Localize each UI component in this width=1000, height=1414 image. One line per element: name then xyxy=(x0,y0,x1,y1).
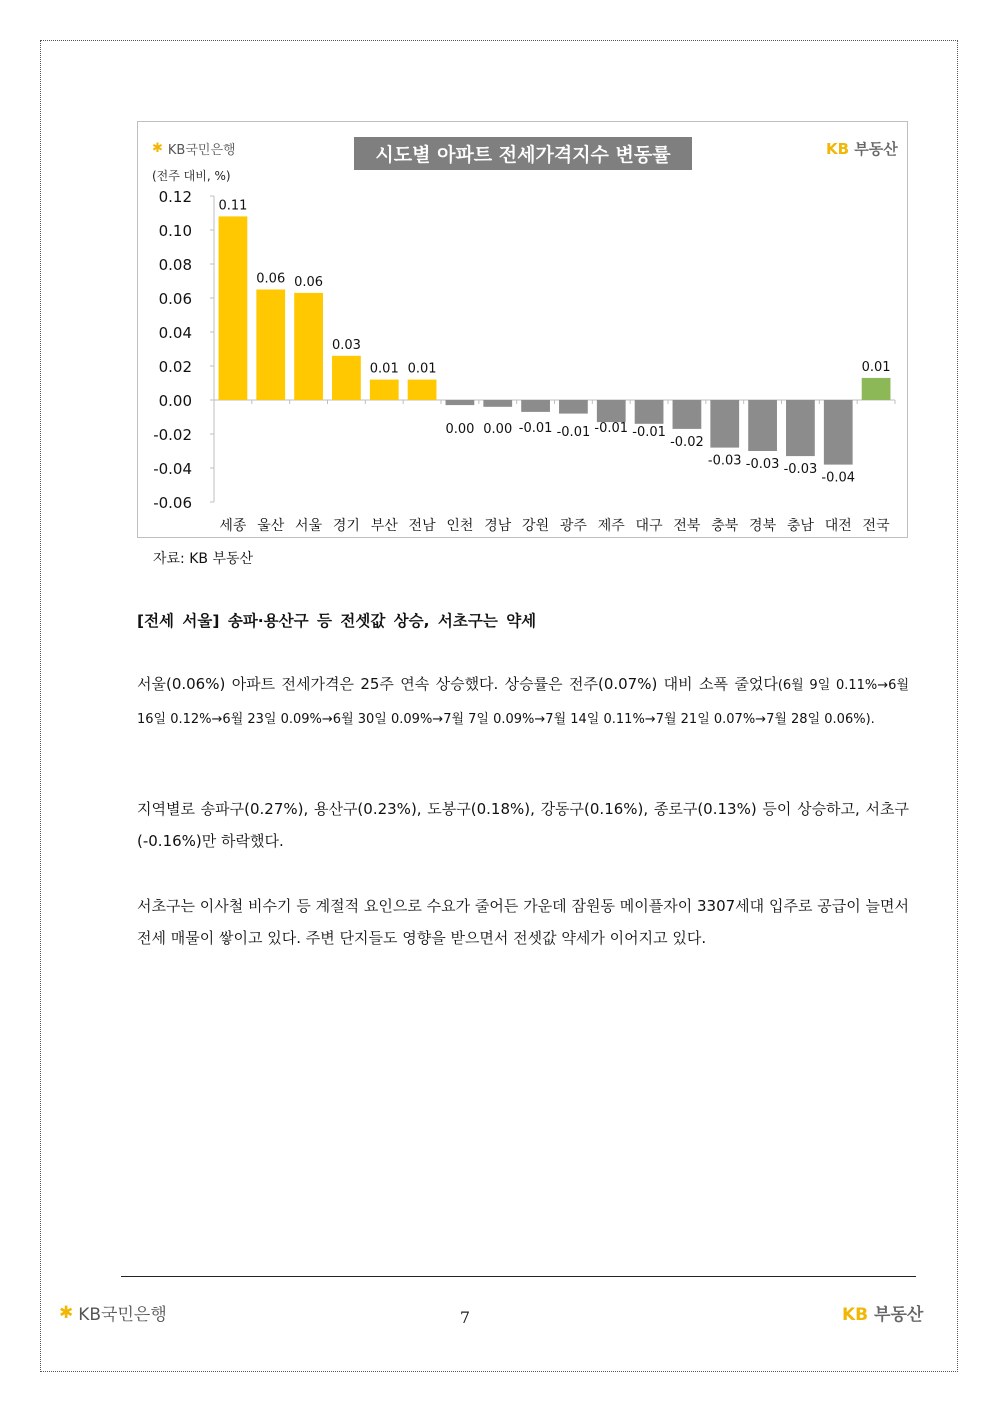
brand-kb-mark: KB xyxy=(842,1305,869,1325)
footer-brand-logo-text xyxy=(842,1305,923,1325)
bar xyxy=(748,400,777,451)
data-label: -0.03 xyxy=(745,457,780,472)
data-label: -0.01 xyxy=(632,425,666,440)
y-tick-label: -0.06 xyxy=(153,494,192,512)
source-note: 자료: KB 부동산 xyxy=(153,551,254,567)
paragraph-2: 지역별로 송파구(0.27%), 용산구(0.23%), 도봉구(0.18%), 강동구(0.16%), 종로구(0.13%) 등이 상승하고, 서초구(-0.16%)만 하락했다. xyxy=(137,800,909,850)
y-tick-label: 0.00 xyxy=(158,392,192,410)
chart-box xyxy=(137,121,908,538)
bar xyxy=(370,380,399,400)
bar xyxy=(483,400,512,407)
category-label: 울산 xyxy=(257,518,285,534)
bar xyxy=(559,400,588,414)
y-tick-label: 0.12 xyxy=(158,188,192,206)
bar xyxy=(408,380,437,400)
bar xyxy=(635,400,664,424)
bar xyxy=(710,400,739,448)
brand-text: 부동산 xyxy=(849,140,898,158)
bar xyxy=(673,400,702,429)
data-label: 0.03 xyxy=(331,337,361,353)
bar xyxy=(446,400,475,405)
category-label: 부산 xyxy=(370,518,398,534)
brand-text: 부동산 xyxy=(868,1305,924,1325)
bar-chart xyxy=(138,122,909,539)
bar xyxy=(786,400,815,456)
data-label: -0.03 xyxy=(707,453,742,469)
data-label: 0.01 xyxy=(407,361,437,377)
category-label: 세종 xyxy=(219,518,247,534)
category-label: 강원 xyxy=(522,518,550,534)
data-label: -0.03 xyxy=(783,462,818,478)
category-label: 전북 xyxy=(673,518,701,534)
kb-star-icon: ✱ xyxy=(59,1302,74,1323)
data-label: 0.01 xyxy=(369,361,399,377)
category-label: 충북 xyxy=(711,518,739,534)
bar xyxy=(824,400,853,465)
paragraph-3: 서초구는 이사철 비수기 등 계절적 요인으로 수요가 줄어든 가운데 잠원동 메이플자이 3307세대 입주로 공급이 늘면서 전세 매물이 쌓이고 있다. 주변 단지들도 영향을 받으면서 전셋값 약세가 이어지고 있다. xyxy=(137,897,909,947)
category-label: 대구 xyxy=(635,518,663,534)
category-label: 광주 xyxy=(559,518,587,534)
category-label: 전남 xyxy=(408,518,436,534)
category-label: 전국 xyxy=(862,518,890,534)
y-tick-label: 0.04 xyxy=(158,324,192,342)
data-label: -0.01 xyxy=(556,425,591,440)
footer-bank-logo xyxy=(59,1300,167,1325)
y-tick-label: 0.02 xyxy=(158,358,192,376)
footer-bank-logo-text: KB국민은행 xyxy=(78,1305,167,1325)
y-tick-label: 0.10 xyxy=(158,222,192,240)
bar xyxy=(256,290,285,401)
data-label: -0.01 xyxy=(594,421,629,436)
data-label: 0.06 xyxy=(294,274,324,290)
section-heading: [전세 서울] 송파·용산구 등 전셋값 상승, 서초구는 약세 xyxy=(137,612,537,630)
data-label: 0.01 xyxy=(861,359,891,375)
brand-kb-mark: KB xyxy=(826,140,850,158)
paragraph-1-detail: (6월 9일 0.11%→6월 16일 0.12%→6월 23일 0.09%→6월 30일 0.09%→7월 7일 0.09%→7월 14일 0.11%→7월 21일 0.07%→7월 28일 0.06%). xyxy=(137,678,909,727)
page-number: 7 xyxy=(459,1308,471,1327)
y-tick-label: -0.02 xyxy=(153,426,192,444)
bar xyxy=(219,216,248,400)
category-label: 인천 xyxy=(446,518,474,534)
category-label: 서울 xyxy=(295,518,323,534)
y-tick-label: 0.08 xyxy=(158,256,192,274)
category-label: 충남 xyxy=(786,518,814,534)
footer-brand-logo xyxy=(842,1300,923,1325)
bar xyxy=(294,293,323,400)
paragraph-1 xyxy=(137,668,909,736)
data-label: 0.00 xyxy=(445,422,475,437)
y-tick-label: 0.06 xyxy=(158,290,192,308)
category-label: 대전 xyxy=(824,518,852,534)
bar xyxy=(862,378,891,400)
footer-divider xyxy=(121,1276,916,1277)
data-label: 0.11 xyxy=(218,198,248,214)
data-label: 0.06 xyxy=(256,271,286,287)
data-label: 0.00 xyxy=(483,422,513,437)
chart-title: 시도별 아파트 전세가격지수 변동률 xyxy=(354,137,692,170)
category-label: 경기 xyxy=(332,518,360,534)
kb-star-icon: ✱ xyxy=(152,141,163,156)
category-label: 제주 xyxy=(597,518,625,534)
bar xyxy=(332,356,361,400)
data-label: -0.04 xyxy=(821,470,856,486)
paragraph-1-main: 서울(0.06%) 아파트 전세가격은 25주 연속 상승했다. 상승률은 전주(0.07%) 대비 소폭 줄었다 xyxy=(137,675,778,693)
bar xyxy=(521,400,550,412)
y-tick-label: -0.04 xyxy=(153,460,192,478)
chart-unit-label: (전주 대비, %) xyxy=(152,169,231,183)
chart-bank-logo-text: KB국민은행 xyxy=(167,143,236,158)
bar xyxy=(597,400,626,422)
category-label: 경남 xyxy=(484,518,512,534)
category-label: 경북 xyxy=(749,518,777,534)
data-label: -0.01 xyxy=(518,421,553,436)
data-label: -0.02 xyxy=(670,434,704,450)
